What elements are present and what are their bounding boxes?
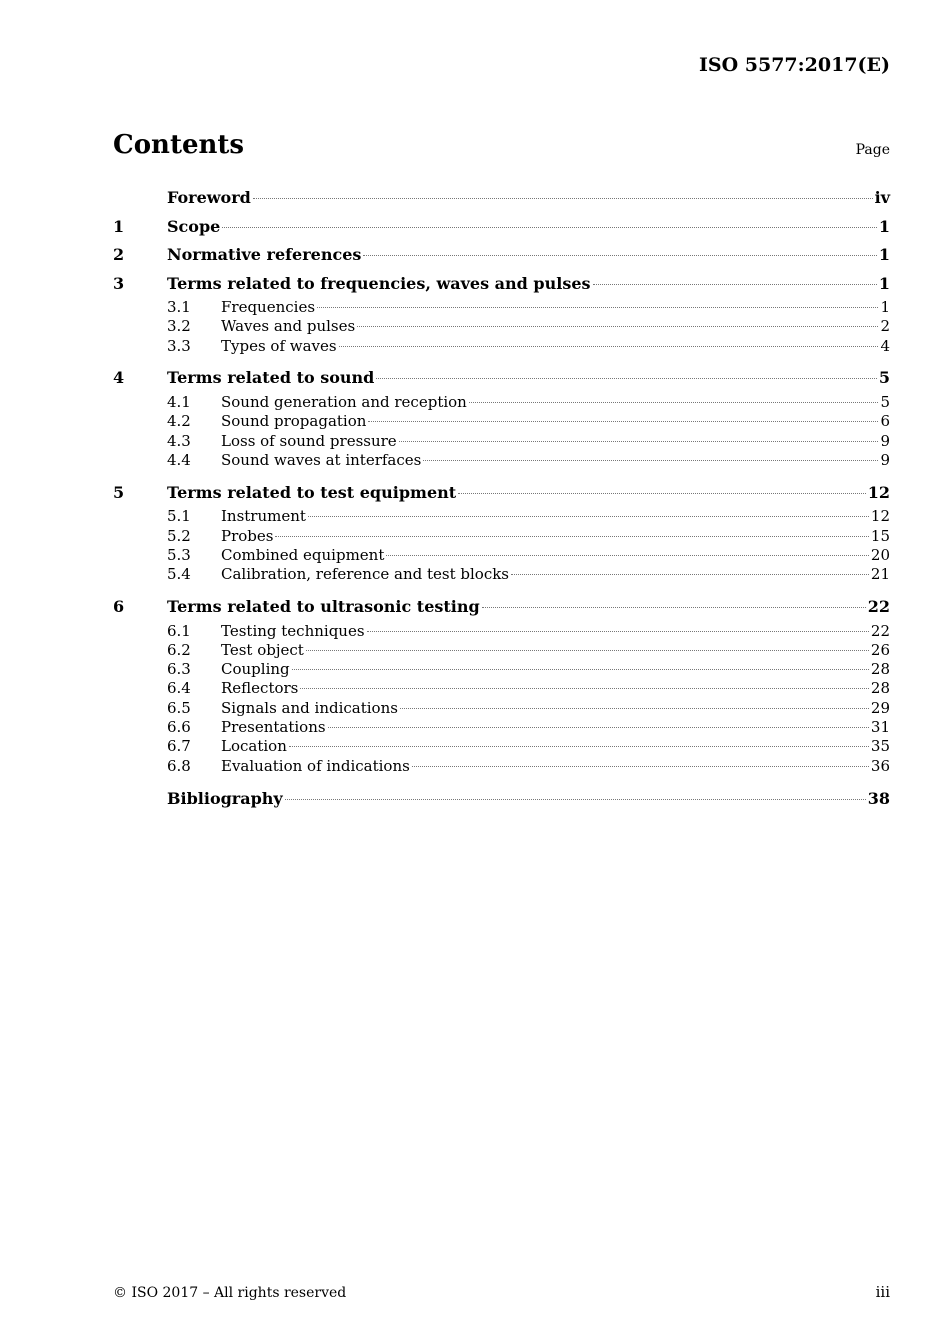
dot-leader xyxy=(357,325,878,327)
dot-leader xyxy=(317,306,878,308)
toc-entry-label[interactable]: Sound generation and reception xyxy=(221,392,467,411)
toc-entry-label[interactable]: Presentations xyxy=(221,718,326,737)
toc-entry-label[interactable]: Bibliography xyxy=(167,788,283,808)
toc-entry-sub[interactable] xyxy=(113,679,890,698)
toc-entry-number: 6.3 xyxy=(167,660,191,679)
toc-entry-main[interactable] xyxy=(113,184,890,213)
toc-entry-page[interactable]: 9 xyxy=(880,450,890,469)
toc-entry-sub[interactable] xyxy=(113,298,890,317)
toc-entry-number: 2 xyxy=(113,245,125,264)
toc-entry-page[interactable]: iv xyxy=(874,188,890,207)
toc-entry-label[interactable]: Testing techniques xyxy=(221,621,365,640)
toc-entry-label[interactable]: Normative references xyxy=(167,245,362,264)
toc-entry-label[interactable]: Frequencies xyxy=(221,298,316,316)
toc-entry-page[interactable]: 29 xyxy=(870,698,890,717)
toc-entry-main[interactable] xyxy=(113,270,890,299)
toc-entry-number: 6.5 xyxy=(167,698,191,717)
section-gap xyxy=(113,776,890,785)
toc-entry-number: 5 xyxy=(113,482,125,502)
toc-entry-number: 4.3 xyxy=(167,431,191,450)
toc-entry-label[interactable]: Reflectors xyxy=(221,679,299,698)
toc-entry-sub[interactable] xyxy=(113,757,890,776)
toc-entry-label[interactable]: Sound waves at interfaces xyxy=(221,450,422,469)
dot-leader xyxy=(469,401,879,403)
footer-page-number: iii xyxy=(875,1283,890,1301)
toc-entry-number: 1 xyxy=(113,216,125,236)
toc-entry-sub[interactable] xyxy=(113,393,890,412)
toc-entry-number: 6.1 xyxy=(167,621,191,640)
toc-entry-label[interactable]: Waves and pulses xyxy=(221,317,356,336)
dot-leader xyxy=(399,440,879,442)
toc-entry-label[interactable]: Signals and indications xyxy=(221,698,398,717)
toc-entry-sub[interactable] xyxy=(113,546,890,565)
toc-entry-page[interactable]: 28 xyxy=(870,660,890,679)
section-gap xyxy=(113,356,890,365)
toc-entry-sub[interactable] xyxy=(113,718,890,737)
toc-entry-label[interactable]: Location xyxy=(221,737,287,756)
dot-leader xyxy=(386,554,869,556)
toc-entry-number: 5.2 xyxy=(167,526,191,545)
dot-leader xyxy=(306,649,869,651)
toc-entry-sub[interactable] xyxy=(113,337,890,356)
toc-entry-label[interactable]: Foreword xyxy=(167,188,251,207)
toc-entry-number: 3.2 xyxy=(167,317,191,336)
toc-entry-main[interactable] xyxy=(113,241,890,270)
toc-entry-page[interactable]: 26 xyxy=(870,640,890,659)
toc-entry-label[interactable]: Loss of sound pressure xyxy=(221,431,397,450)
toc-entry-label[interactable]: Sound propagation xyxy=(221,412,367,431)
toc-entry-label[interactable]: Scope xyxy=(167,216,221,236)
toc-entry-main[interactable] xyxy=(113,364,890,393)
dot-leader xyxy=(275,535,868,537)
toc-entry-main[interactable] xyxy=(113,785,890,814)
toc-entry-sub[interactable] xyxy=(113,660,890,679)
toc-entry-number: 4.2 xyxy=(167,412,191,431)
toc-entry-page[interactable]: 5 xyxy=(878,368,890,388)
toc-entry-page[interactable]: 38 xyxy=(867,788,890,808)
toc-entry-label[interactable]: Calibration, reference and test blocks xyxy=(221,565,510,584)
toc-entry-label[interactable]: Coupling xyxy=(221,660,290,679)
toc-entry-number: 5.4 xyxy=(167,565,191,584)
toc-entry-number: 5.3 xyxy=(167,545,191,564)
toc-entry-page[interactable]: 31 xyxy=(870,718,890,737)
dot-leader xyxy=(458,492,866,494)
toc-entry-page[interactable]: 28 xyxy=(870,679,890,698)
dot-leader xyxy=(412,765,869,767)
toc-entry-page[interactable]: 36 xyxy=(870,756,890,775)
toc-entry-main[interactable] xyxy=(113,213,890,242)
dot-leader xyxy=(400,707,869,709)
toc-entry-number: 6.6 xyxy=(167,718,191,737)
toc-entry-page[interactable]: 1 xyxy=(878,216,890,236)
toc-entry-sub[interactable] xyxy=(113,699,890,718)
toc-entry-page[interactable]: 22 xyxy=(867,597,890,617)
dot-leader xyxy=(376,377,877,379)
dot-leader xyxy=(308,515,869,517)
toc-entry-sub[interactable] xyxy=(113,737,890,756)
toc-entry-sub[interactable] xyxy=(113,641,890,660)
page-column-label: Page xyxy=(855,142,890,158)
toc-entry-label[interactable]: Test object xyxy=(221,640,304,659)
toc-entry-label[interactable]: Types of waves xyxy=(221,336,337,355)
toc-entry-page[interactable]: 1 xyxy=(878,273,890,293)
toc-entry-number: 4.1 xyxy=(167,392,191,411)
dot-leader xyxy=(285,798,866,800)
footer-copyright: © ISO 2017 – All rights reserved xyxy=(113,1285,347,1301)
toc-entry-page[interactable]: 35 xyxy=(870,737,890,756)
toc-entry-sub[interactable] xyxy=(113,432,890,451)
toc-entry-page[interactable]: 6 xyxy=(880,412,890,431)
contents-title: Contents xyxy=(113,130,245,160)
toc-entry-page[interactable]: 12 xyxy=(870,507,890,526)
dot-leader xyxy=(222,226,877,228)
dot-leader xyxy=(511,573,869,575)
toc-entry-sub[interactable] xyxy=(113,507,890,526)
table-of-contents xyxy=(113,184,890,813)
toc-entry-label[interactable]: Terms related to sound xyxy=(167,368,375,388)
dot-leader xyxy=(289,745,869,747)
toc-entry-page[interactable]: 22 xyxy=(870,621,890,640)
dot-leader xyxy=(368,420,878,422)
toc-entry-sub[interactable] xyxy=(113,527,890,546)
toc-entry-main[interactable] xyxy=(113,593,890,622)
toc-entry-page[interactable]: 5 xyxy=(880,392,890,411)
toc-entry-label[interactable]: Evaluation of indications xyxy=(221,756,410,775)
toc-entry-sub[interactable] xyxy=(113,565,890,584)
toc-entry-page[interactable]: 20 xyxy=(870,545,890,564)
dot-leader xyxy=(253,197,873,199)
toc-entry-page[interactable]: 4 xyxy=(880,336,890,355)
dot-leader xyxy=(300,687,869,689)
document-code: ISO 5577:2017(E) xyxy=(698,54,890,76)
toc-entry-label[interactable]: Terms related to test equipment xyxy=(167,482,457,502)
toc-entry-label[interactable]: Terms related to frequencies, waves and pulses xyxy=(167,273,591,293)
toc-entry-number: 3.3 xyxy=(167,336,191,355)
dot-leader xyxy=(363,254,876,256)
toc-entry-number: 6 xyxy=(113,597,125,617)
toc-entry-number: 6.2 xyxy=(167,640,191,659)
toc-entry-number: 6.8 xyxy=(167,756,191,775)
section-gap xyxy=(113,584,890,593)
dot-leader xyxy=(367,630,869,632)
toc-entry-number: 3.1 xyxy=(167,298,191,316)
dot-leader xyxy=(593,283,877,285)
toc-entry-number: 3 xyxy=(113,273,125,293)
toc-entry-page[interactable]: 1 xyxy=(880,298,890,316)
toc-entry-label[interactable]: Probes xyxy=(221,526,274,545)
toc-entry-number: 4 xyxy=(113,368,125,388)
dot-leader xyxy=(328,726,869,728)
toc-entry-page[interactable]: 9 xyxy=(880,431,890,450)
toc-entry-label[interactable]: Terms related to ultrasonic testing xyxy=(167,597,480,617)
toc-entry-page[interactable]: 2 xyxy=(880,317,890,336)
toc-entry-page[interactable]: 15 xyxy=(870,526,890,545)
toc-entry-sub[interactable] xyxy=(113,317,890,336)
dot-leader xyxy=(339,345,879,347)
toc-entry-label[interactable]: Instrument xyxy=(221,507,306,526)
toc-entry-label[interactable]: Combined equipment xyxy=(221,545,385,564)
toc-entry-page[interactable]: 12 xyxy=(867,482,890,502)
toc-entry-number: 4.4 xyxy=(167,450,191,469)
toc-entry-page[interactable]: 21 xyxy=(870,565,890,584)
toc-entry-sub[interactable] xyxy=(113,412,890,431)
toc-entry-number: 6.7 xyxy=(167,737,191,756)
toc-entry-sub[interactable] xyxy=(113,622,890,641)
dot-leader xyxy=(292,668,869,670)
toc-entry-sub[interactable] xyxy=(113,451,890,470)
dot-leader xyxy=(482,606,866,608)
dot-leader xyxy=(423,459,878,461)
toc-entry-number: 6.4 xyxy=(167,679,191,698)
toc-entry-main[interactable] xyxy=(113,479,890,508)
section-gap xyxy=(113,470,890,479)
toc-entry-number: 5.1 xyxy=(167,507,191,526)
toc-entry-page[interactable]: 1 xyxy=(878,245,890,264)
